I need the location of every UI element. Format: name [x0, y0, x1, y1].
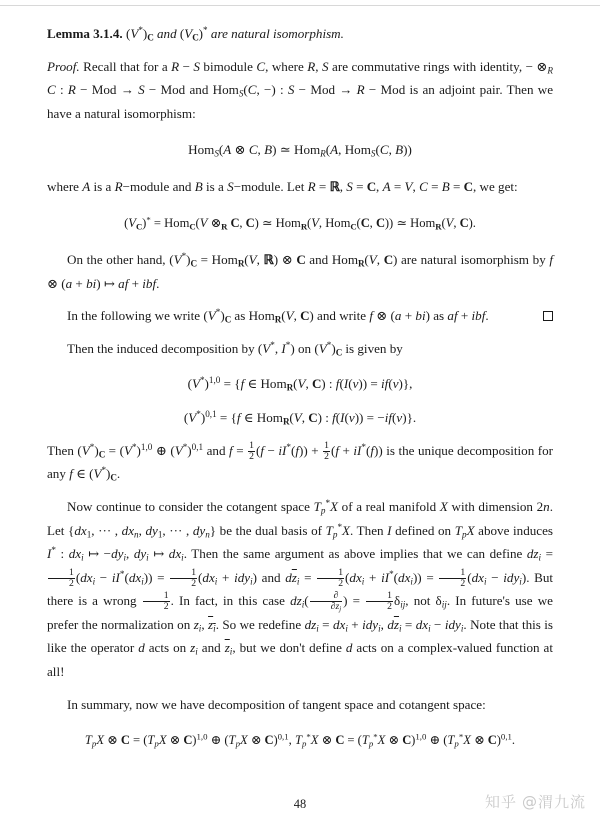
- proof-text-4: In the following we write $(V^*)_C$ as Hom$_R$(V, C) and write f ⊗ (a + bi) as af + ibf.: [67, 307, 489, 325]
- paragraph-unique-decomposition: Then $(V^*)_C = (V^*)^{1,0}$ ⊕ $(V^*)^{0,1}$ and f = $\frac{1}{2}$ (f − iI*(f)) + $\frac{1}{2}$ (f + iI*(f)) is the unique decomposition for any f ∈ $(V^*)_C$.: [47, 439, 554, 483]
- lemma-statement: [47, 22, 553, 46]
- page-top-rule: [0, 5, 600, 6]
- qed-box-icon: [543, 311, 553, 321]
- proof-label: Proof.: [47, 58, 80, 74]
- proof-paragraph-2: where A is a R−module and B is a S−module. Let R = ℝ, S = C, A = V, C = B = C, we get:: [47, 178, 518, 194]
- equation-hom-adjunction: Hom$_S$(A ⊗ C, B) ≃ Hom$_R$(A, Hom$_S$(C, B)): [188, 142, 412, 159]
- watermark: [485, 791, 586, 812]
- equation-dual-complexification: $(V_C)^* = Hom_C(V$ $\otimes_R$ C, C) ≃ Hom$_R$(V, Hom$_C$(C, C)) ≃ Hom$_R$(V, C).: [124, 213, 476, 232]
- lemma-text: $(V^*)_C$ and $(V_C)^*$ are natural isomorphism.: [125, 25, 344, 43]
- equation-v-star-1-0: $(V^*)^{1,0} = \{f$ ∈ Hom$_R$(V, C) : f(I(v)) = if(v)},: [187, 374, 413, 393]
- page-number: 48: [293, 797, 307, 811]
- proof-paragraph-1: [47, 55, 553, 126]
- equation-tangent-cotangent-decomposition: $T_pX$ ⊗ $C = (T_pX$ ⊗ C)$^{1,0}$ ⊕ ($T_pX$ ⊗ C)$^{0,1}$, $T_p^*X$ ⊗ $C = (T_p^*X$ ⊗ C)$^{1,0}$ ⊕ ($T_p^*X$ ⊗ C)$^{0,1}$.: [84, 731, 516, 749]
- watermark-platform: 知乎: [484, 793, 517, 811]
- paragraph-cotangent-space: Now continue to consider the cotangent space $T_p^*X$ of a real manifold X with dimension 2n. Let {$dx_1$, ··· , $dx_n$, $dy_1$, ··· , $dy_n$} be the dual basis of $T_p^*X$. Then I defined on $T_pX$ above induces I* : $dx_i$ ↦ $-dy_i$, $dy_i$ ↦ $dx_i$. Then the same argument as above implies that we can define $dz_i$ = $\frac{1}{2}$ $(dx_i - iI^*(dx_i))$ = $\frac{1}{2}$ $(dx_i + idy_i)$ and $d\overline{z}_i$ = $\frac{1}{2}$ $(dx_i + iI^*(dx_i))$ = $\frac{1}{2}$ $(dx_i - idy_i)$. But there is a wrong $\frac{1}{2}$ . In fact, in this case $dz_i$( $\frac{\partial}{\partial z_j}$ ) = $\frac{1}{2}$ $\delta_{ij}$, not $\delta_{ij}$. In future's use we prefer the normalization on $z_i$, $z_i$. So we redefine $dz_i = dx_i + idy_i$, $d\overline{z}_i = dx_i - idy_i$. Note that this is like the operator d acts on $z_i$ and $\overline{z}_i$, but we don't define d acts on a complex-valued function at all!: [47, 498, 554, 680]
- proof-paragraph-4: [47, 304, 553, 328]
- paragraph-summary: In summary, now we have decomposition of tangent space and cotangent space:: [67, 696, 486, 712]
- lemma-label: Lemma 3.1.4.: [47, 26, 123, 41]
- paragraph-induced-decomposition: Then the induced decomposition by (V*, I*) on $(V^*)_C$ is given by: [67, 340, 403, 358]
- proof-paragraph-3: On the other hand, $(V^*)_C = Hom_R(V$, ℝ) ⊗ C and Hom$_R$(V, C) are natural isomorphism by f ⊗ (a + bi) ↦ af + ibf.: [47, 251, 554, 291]
- proof-text-1: Recall that for a R − S bimodule C, where R, S are commutative rings with identity, − $\otimes_R$ C : R − Mod → S − Mod and Hom$_S$(C, −) : S − Mod → R − Mod is an adjoint pair. Then we have a natural isomorphism:: [47, 58, 554, 121]
- watermark-handle: @渭九流: [521, 793, 586, 811]
- page-body: [47, 0, 553, 753]
- equation-v-star-0-1: $(V^*)^{0,1} = \{f$ ∈ Hom$_R$(V, C) : f(I(v)) = −if(v)}.: [183, 409, 417, 427]
